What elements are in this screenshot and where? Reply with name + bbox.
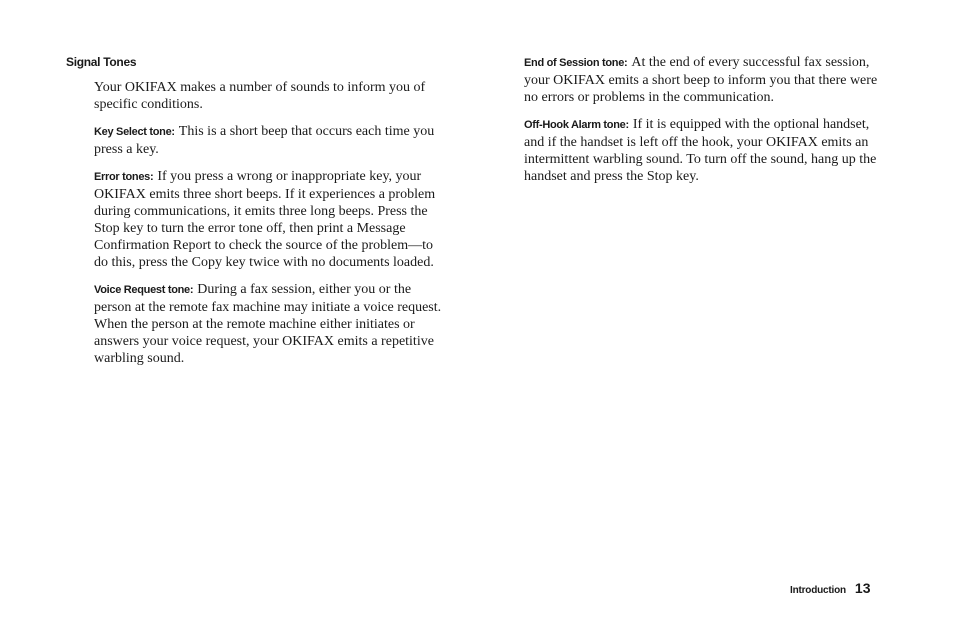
left-column xyxy=(66,54,442,377)
entry-end-of-session-tone xyxy=(524,54,884,106)
section-intro: Your OKIFAX makes a number of sounds to inform you of specific conditions. xyxy=(94,80,426,112)
footer-chapter: Introduction xyxy=(790,585,846,596)
term-key-select-tone: Key Select tone: xyxy=(94,126,175,138)
section-title: Signal Tones xyxy=(66,55,137,69)
page-footer xyxy=(790,580,880,600)
desc-off-hook-alarm-tone: If it is equipped with the optional handset, and if the handset is left off the hook, your OKIFAX emits an intermittent warbling sound. To turn off the sound, hang up the handset and press the Stop key. xyxy=(524,117,877,184)
term-off-hook-alarm-tone: Off-Hook Alarm tone: xyxy=(524,119,629,131)
term-end-of-session-tone: End of Session tone: xyxy=(524,57,628,69)
entry-off-hook-alarm-tone xyxy=(524,116,884,185)
term-error-tones: Error tones: xyxy=(94,171,154,183)
right-column xyxy=(524,54,884,195)
desc-error-tones: If you press a wrong or inappropriate key, your OKIFAX emits three short beeps. If it experiences a problem during communications, it emits three long beeps. Press the Stop key to turn the error tone off, then print a Message Confirmation Report to check the source of the problem—to do this, press the Copy key twice with no documents loaded. xyxy=(94,169,436,270)
page-number: 13 xyxy=(854,580,871,596)
entry-key-select-tone xyxy=(94,123,442,158)
desc-voice-request-tone: During a fax session, either you or the person at the remote fax machine may initiate a voice request. When the person at the remote machine either initiates or answers your voice request, your OKIFAX emits a repetitive warbling sound. xyxy=(94,282,442,366)
desc-key-select-tone: This is a short beep that occurs each time you press a key. xyxy=(94,124,435,157)
entry-voice-request-tone xyxy=(94,281,442,367)
desc-end-of-session-tone: At the end of every successful fax session, your OKIFAX emits a short beep to inform you that there were no errors or problems in the communication. xyxy=(524,55,878,105)
entry-error-tones xyxy=(94,168,442,271)
term-voice-request-tone: Voice Request tone: xyxy=(94,284,194,296)
